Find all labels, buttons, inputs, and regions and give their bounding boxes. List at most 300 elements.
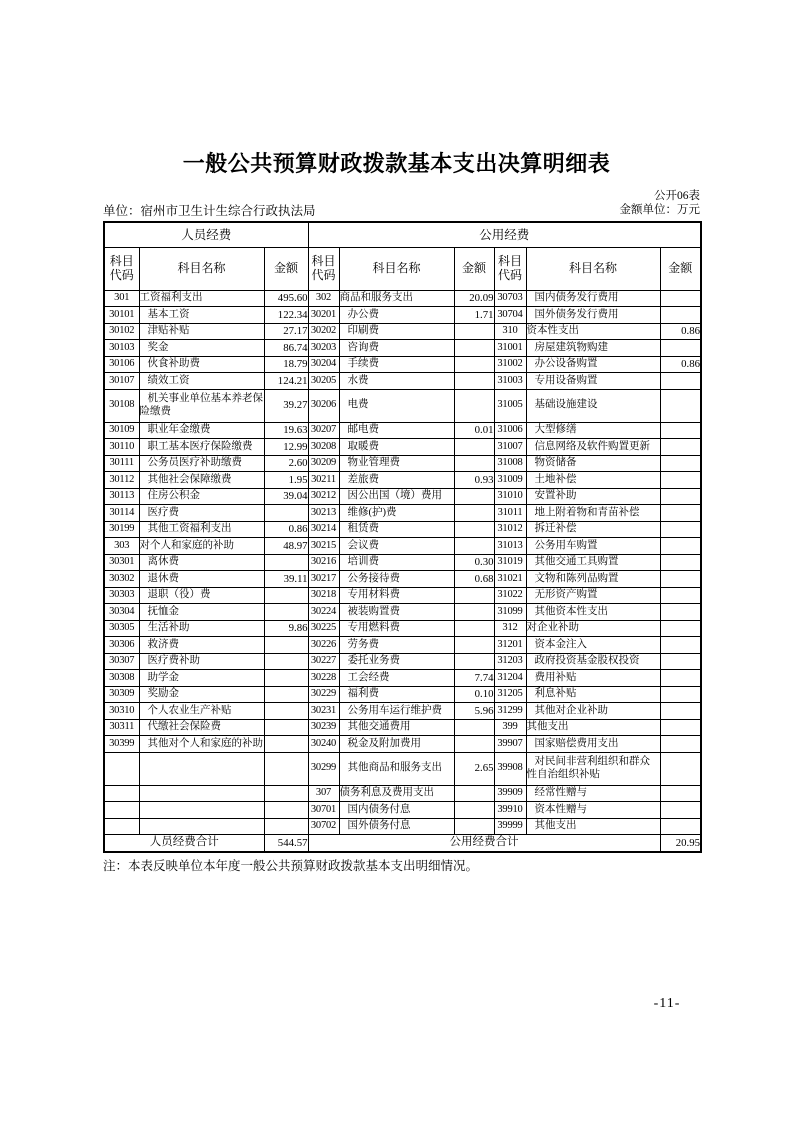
cell-subject-code: 30399 xyxy=(104,736,139,753)
cell-subject-name: 其他交通工具购置 xyxy=(526,554,660,571)
cell-amount xyxy=(264,785,308,802)
cell-subject-name: 税金及附加费用 xyxy=(339,736,454,753)
cell-amount xyxy=(454,389,494,422)
table-row xyxy=(104,670,701,687)
cell-subject-code: 31001 xyxy=(494,340,526,357)
cell-amount xyxy=(660,637,701,654)
cell-amount: 9.86 xyxy=(264,620,308,637)
cell-subject-code: 31005 xyxy=(494,389,526,422)
table-note: 注：本表反映单位本年度一般公共预算财政拨款基本支出明细情况。 xyxy=(103,859,479,873)
cell-subject-code: 307 xyxy=(308,785,339,802)
cell-amount xyxy=(264,554,308,571)
table-row xyxy=(104,422,701,439)
cell-subject-code: 31205 xyxy=(494,686,526,703)
cell-subject-code: 399 xyxy=(494,719,526,736)
cell-amount xyxy=(454,802,494,819)
cell-amount xyxy=(264,703,308,720)
column-header-name: 科目名称 xyxy=(139,247,264,290)
cell-subject-code: 30209 xyxy=(308,455,339,472)
cell-subject-name: 被装购置费 xyxy=(339,604,454,621)
cell-subject-name: 医疗费补助 xyxy=(139,653,264,670)
column-header-name: 科目名称 xyxy=(526,247,660,290)
cell-subject-code xyxy=(104,818,139,835)
cell-amount xyxy=(660,620,701,637)
cell-amount xyxy=(660,752,701,785)
cell-subject-code: 31019 xyxy=(494,554,526,571)
cell-subject-name: 大型修缮 xyxy=(526,422,660,439)
cell-subject-code: 30303 xyxy=(104,587,139,604)
table-row xyxy=(104,802,701,819)
cell-subject-code: 39910 xyxy=(494,802,526,819)
cell-subject-name: 其他对企业补助 xyxy=(526,703,660,720)
cell-subject-code: 30229 xyxy=(308,686,339,703)
cell-amount: 495.60 xyxy=(264,290,308,307)
table-row xyxy=(104,736,701,753)
cell-subject-name: 费用补贴 xyxy=(526,670,660,687)
table-row xyxy=(104,439,701,456)
column-header-code: 科目代码 xyxy=(308,247,339,290)
cell-subject-name: 奖金 xyxy=(139,340,264,357)
cell-subject-name: 退休费 xyxy=(139,571,264,588)
table-row xyxy=(104,587,701,604)
cell-subject-name: 专用设备购置 xyxy=(526,373,660,390)
cell-amount xyxy=(454,719,494,736)
cell-subject-code: 39908 xyxy=(494,752,526,785)
cell-subject-code: 30205 xyxy=(308,373,339,390)
column-header-code: 科目代码 xyxy=(494,247,526,290)
cell-subject-name: 咨询费 xyxy=(339,340,454,357)
cell-subject-code: 39909 xyxy=(494,785,526,802)
cell-subject-name: 拆迁补偿 xyxy=(526,521,660,538)
cell-amount: 2.65 xyxy=(454,752,494,785)
cell-subject-code: 30212 xyxy=(308,488,339,505)
cell-amount xyxy=(454,439,494,456)
cell-subject-name: 印刷费 xyxy=(339,323,454,340)
cell-subject-code: 310 xyxy=(494,323,526,340)
personnel-total-label: 人员经费合计 xyxy=(104,835,264,852)
cell-amount: 0.93 xyxy=(454,472,494,489)
cell-subject-code: 30106 xyxy=(104,356,139,373)
cell-subject-code: 30231 xyxy=(308,703,339,720)
cell-amount xyxy=(264,686,308,703)
cell-amount xyxy=(660,373,701,390)
table-column-header-row xyxy=(104,247,701,290)
cell-amount xyxy=(454,340,494,357)
cell-subject-name: 公务用车购置 xyxy=(526,538,660,555)
cell-amount: 0.86 xyxy=(264,521,308,538)
cell-amount xyxy=(454,373,494,390)
cell-amount xyxy=(454,620,494,637)
cell-amount xyxy=(660,538,701,555)
cell-subject-name: 邮电费 xyxy=(339,422,454,439)
cell-subject-name: 资本金注入 xyxy=(526,637,660,654)
cell-subject-code: 30208 xyxy=(308,439,339,456)
cell-subject-code: 30218 xyxy=(308,587,339,604)
cell-subject-name: 租赁费 xyxy=(339,521,454,538)
cell-subject-name: 经常性赠与 xyxy=(526,785,660,802)
table-row xyxy=(104,752,701,785)
cell-subject-code: 30199 xyxy=(104,521,139,538)
public-total-label: 公用经费合计 xyxy=(308,835,660,852)
cell-subject-code: 30101 xyxy=(104,307,139,324)
cell-subject-code: 30207 xyxy=(308,422,339,439)
personnel-total-amount: 544.57 xyxy=(264,835,308,852)
cell-subject-code: 30308 xyxy=(104,670,139,687)
cell-subject-name: 利息补贴 xyxy=(526,686,660,703)
cell-subject-code: 30206 xyxy=(308,389,339,422)
cell-subject-code: 31013 xyxy=(494,538,526,555)
cell-subject-code: 30306 xyxy=(104,637,139,654)
table-row xyxy=(104,340,701,357)
table-row xyxy=(104,290,701,307)
cell-amount xyxy=(454,785,494,802)
cell-subject-name: 对个人和家庭的补助 xyxy=(139,538,264,555)
table-row xyxy=(104,307,701,324)
cell-subject-name: 伙食补助费 xyxy=(139,356,264,373)
cell-subject-name: 其他支出 xyxy=(526,818,660,835)
cell-subject-code: 302 xyxy=(308,290,339,307)
cell-amount: 27.17 xyxy=(264,323,308,340)
cell-subject-name: 专用材料费 xyxy=(339,587,454,604)
cell-subject-name: 债务利息及费用支出 xyxy=(339,785,454,802)
cell-subject-name: 物业管理费 xyxy=(339,455,454,472)
cell-subject-code: 30111 xyxy=(104,455,139,472)
cell-subject-name xyxy=(139,802,264,819)
cell-subject-name: 公务用车运行维护费 xyxy=(339,703,454,720)
table-row xyxy=(104,703,701,720)
cell-subject-name: 文物和陈列品购置 xyxy=(526,571,660,588)
cell-subject-name: 办公设备购置 xyxy=(526,356,660,373)
cell-subject-code: 30299 xyxy=(308,752,339,785)
budget-table-container xyxy=(103,221,700,853)
cell-subject-name: 职工基本医疗保险缴费 xyxy=(139,439,264,456)
cell-subject-name: 绩效工资 xyxy=(139,373,264,390)
cell-subject-name: 资本性支出 xyxy=(526,323,660,340)
cell-amount xyxy=(660,505,701,522)
cell-subject-name: 差旅费 xyxy=(339,472,454,489)
table-row xyxy=(104,488,701,505)
cell-amount xyxy=(454,521,494,538)
cell-subject-name: 培训费 xyxy=(339,554,454,571)
group-header-personnel: 人员经费 xyxy=(104,222,308,247)
cell-amount xyxy=(264,802,308,819)
column-header-amount: 金额 xyxy=(264,247,308,290)
cell-amount: 0.68 xyxy=(454,571,494,588)
cell-subject-name: 委托业务费 xyxy=(339,653,454,670)
cell-subject-name: 基本工资 xyxy=(139,307,264,324)
cell-subject-code: 30108 xyxy=(104,389,139,422)
cell-subject-code: 30110 xyxy=(104,439,139,456)
table-row xyxy=(104,472,701,489)
cell-amount xyxy=(660,571,701,588)
cell-subject-code: 312 xyxy=(494,620,526,637)
cell-subject-code: 30301 xyxy=(104,554,139,571)
cell-amount xyxy=(454,538,494,555)
cell-amount: 122.34 xyxy=(264,307,308,324)
cell-amount xyxy=(264,604,308,621)
group-header-public: 公用经费 xyxy=(308,222,701,247)
cell-subject-code: 301 xyxy=(104,290,139,307)
table-row xyxy=(104,455,701,472)
cell-subject-name: 地上附着物和青苗补偿 xyxy=(526,505,660,522)
cell-subject-name: 安置补助 xyxy=(526,488,660,505)
cell-subject-name: 国家赔偿费用支出 xyxy=(526,736,660,753)
cell-amount xyxy=(454,323,494,340)
cell-subject-name: 国内债务发行费用 xyxy=(526,290,660,307)
cell-subject-code: 303 xyxy=(104,538,139,555)
cell-subject-name: 工资福利支出 xyxy=(139,290,264,307)
cell-amount xyxy=(660,472,701,489)
cell-amount: 0.86 xyxy=(660,356,701,373)
cell-subject-code: 31099 xyxy=(494,604,526,621)
cell-amount xyxy=(264,752,308,785)
cell-subject-code: 30239 xyxy=(308,719,339,736)
cell-subject-name: 公务员医疗补助缴费 xyxy=(139,455,264,472)
cell-amount xyxy=(660,703,701,720)
cell-subject-code: 30311 xyxy=(104,719,139,736)
cell-subject-name: 政府投资基金股权投资 xyxy=(526,653,660,670)
cell-amount xyxy=(264,653,308,670)
cell-subject-name: 生活补助 xyxy=(139,620,264,637)
cell-subject-name: 国外债务付息 xyxy=(339,818,454,835)
cell-subject-code: 30702 xyxy=(308,818,339,835)
cell-amount: 1.95 xyxy=(264,472,308,489)
cell-subject-name: 资本性赠与 xyxy=(526,802,660,819)
cell-subject-name: 基础设施建设 xyxy=(526,389,660,422)
cell-subject-name: 水费 xyxy=(339,373,454,390)
cell-amount xyxy=(264,505,308,522)
cell-subject-code: 30103 xyxy=(104,340,139,357)
meta-line xyxy=(103,201,700,219)
cell-subject-name: 无形资产购置 xyxy=(526,587,660,604)
cell-subject-code: 30216 xyxy=(308,554,339,571)
cell-subject-name: 其他商品和服务支出 xyxy=(339,752,454,785)
cell-amount xyxy=(454,505,494,522)
cell-subject-code: 31021 xyxy=(494,571,526,588)
cell-subject-code: 31201 xyxy=(494,637,526,654)
cell-subject-code: 30226 xyxy=(308,637,339,654)
cell-subject-code: 30213 xyxy=(308,505,339,522)
cell-amount xyxy=(660,736,701,753)
cell-amount: 18.79 xyxy=(264,356,308,373)
table-row xyxy=(104,637,701,654)
cell-subject-name: 办公费 xyxy=(339,307,454,324)
cell-subject-name: 专用燃料费 xyxy=(339,620,454,637)
cell-subject-name: 手续费 xyxy=(339,356,454,373)
cell-subject-name: 对企业补助 xyxy=(526,620,660,637)
cell-amount: 20.09 xyxy=(454,290,494,307)
cell-amount xyxy=(454,637,494,654)
column-header-amount: 金额 xyxy=(660,247,701,290)
form-number-label: 公开06表 xyxy=(654,190,700,202)
cell-amount: 48.97 xyxy=(264,538,308,555)
table-row xyxy=(104,505,701,522)
table-row xyxy=(104,571,701,588)
cell-amount: 19.63 xyxy=(264,422,308,439)
cell-amount: 0.01 xyxy=(454,422,494,439)
cell-subject-code: 31007 xyxy=(494,439,526,456)
cell-subject-code: 31204 xyxy=(494,670,526,687)
cell-amount xyxy=(660,389,701,422)
cell-subject-code: 30228 xyxy=(308,670,339,687)
cell-subject-code: 30215 xyxy=(308,538,339,555)
cell-amount xyxy=(454,587,494,604)
cell-amount: 39.04 xyxy=(264,488,308,505)
cell-amount xyxy=(264,736,308,753)
cell-subject-name: 公务接待费 xyxy=(339,571,454,588)
cell-amount xyxy=(660,455,701,472)
cell-subject-code: 30201 xyxy=(308,307,339,324)
cell-amount xyxy=(264,637,308,654)
cell-subject-code: 31203 xyxy=(494,653,526,670)
cell-amount xyxy=(660,785,701,802)
cell-subject-code: 30307 xyxy=(104,653,139,670)
cell-subject-name: 物资储备 xyxy=(526,455,660,472)
cell-subject-code: 30113 xyxy=(104,488,139,505)
table-row xyxy=(104,538,701,555)
cell-amount xyxy=(660,802,701,819)
cell-subject-name xyxy=(139,818,264,835)
cell-amount xyxy=(660,670,701,687)
cell-amount xyxy=(660,340,701,357)
cell-amount xyxy=(660,719,701,736)
table-row xyxy=(104,323,701,340)
cell-amount xyxy=(454,455,494,472)
cell-subject-name: 代缴社会保险费 xyxy=(139,719,264,736)
cell-subject-name: 其他资本性支出 xyxy=(526,604,660,621)
cell-subject-name: 劳务费 xyxy=(339,637,454,654)
cell-subject-name: 会议费 xyxy=(339,538,454,555)
cell-subject-name: 其他对个人和家庭的补助 xyxy=(139,736,264,753)
cell-amount: 86.74 xyxy=(264,340,308,357)
cell-subject-code: 30703 xyxy=(494,290,526,307)
cell-subject-name: 抚恤金 xyxy=(139,604,264,621)
cell-subject-code: 30109 xyxy=(104,422,139,439)
cell-amount xyxy=(660,554,701,571)
cell-amount xyxy=(660,439,701,456)
cell-subject-name xyxy=(139,785,264,802)
cell-amount xyxy=(660,587,701,604)
cell-subject-code: 30704 xyxy=(494,307,526,324)
cell-subject-code: 30217 xyxy=(308,571,339,588)
cell-amount: 2.60 xyxy=(264,455,308,472)
cell-subject-code: 30305 xyxy=(104,620,139,637)
cell-subject-name: 助学金 xyxy=(139,670,264,687)
cell-subject-code: 31002 xyxy=(494,356,526,373)
cell-amount xyxy=(264,719,308,736)
table-group-header-row xyxy=(104,222,701,247)
cell-subject-name: 奖励金 xyxy=(139,686,264,703)
cell-subject-name: 个人农业生产补贴 xyxy=(139,703,264,720)
cell-subject-code: 31022 xyxy=(494,587,526,604)
cell-subject-code: 30114 xyxy=(104,505,139,522)
cell-subject-code: 31010 xyxy=(494,488,526,505)
cell-subject-name: 其他工资福利支出 xyxy=(139,521,264,538)
table-row xyxy=(104,719,701,736)
cell-subject-name: 津贴补贴 xyxy=(139,323,264,340)
cell-subject-code: 30225 xyxy=(308,620,339,637)
table-row xyxy=(104,620,701,637)
cell-subject-code: 31299 xyxy=(494,703,526,720)
cell-amount: 12.99 xyxy=(264,439,308,456)
public-total-amount: 20.95 xyxy=(660,835,701,852)
cell-subject-code: 30204 xyxy=(308,356,339,373)
table-row xyxy=(104,686,701,703)
table-total-row xyxy=(104,835,701,852)
amount-unit-label: 金额单位：万元 xyxy=(619,204,700,216)
cell-subject-code: 30240 xyxy=(308,736,339,753)
cell-subject-code: 30211 xyxy=(308,472,339,489)
cell-subject-code: 30304 xyxy=(104,604,139,621)
cell-subject-name: 离休费 xyxy=(139,554,264,571)
cell-subject-name: 取暖费 xyxy=(339,439,454,456)
cell-amount xyxy=(660,422,701,439)
cell-subject-code: 30214 xyxy=(308,521,339,538)
cell-subject-name: 其他交通费用 xyxy=(339,719,454,736)
cell-subject-name: 机关事业单位基本养老保险缴费 xyxy=(139,389,264,422)
cell-subject-code: 39907 xyxy=(494,736,526,753)
cell-amount: 0.86 xyxy=(660,323,701,340)
unit-name-label: 单位：宿州市卫生计生综合行政执法局 xyxy=(103,204,316,218)
cell-subject-code xyxy=(104,785,139,802)
page-number: -11- xyxy=(653,996,681,1011)
cell-amount: 5.96 xyxy=(454,703,494,720)
cell-amount xyxy=(660,604,701,621)
cell-subject-code: 31011 xyxy=(494,505,526,522)
cell-subject-name: 救济费 xyxy=(139,637,264,654)
cell-subject-name: 电费 xyxy=(339,389,454,422)
cell-amount: 1.71 xyxy=(454,307,494,324)
cell-subject-code: 30203 xyxy=(308,340,339,357)
cell-amount xyxy=(264,587,308,604)
cell-subject-code: 30112 xyxy=(104,472,139,489)
table-row xyxy=(104,604,701,621)
cell-subject-code: 31012 xyxy=(494,521,526,538)
table-row xyxy=(104,389,701,422)
cell-subject-code: 30202 xyxy=(308,323,339,340)
cell-amount: 7.74 xyxy=(454,670,494,687)
cell-amount xyxy=(454,356,494,373)
cell-subject-name: 住房公积金 xyxy=(139,488,264,505)
cell-subject-code: 39999 xyxy=(494,818,526,835)
table-row xyxy=(104,653,701,670)
table-row xyxy=(104,785,701,802)
cell-amount xyxy=(454,488,494,505)
cell-subject-code: 30227 xyxy=(308,653,339,670)
cell-subject-name: 国内债务付息 xyxy=(339,802,454,819)
cell-subject-name: 房屋建筑物购建 xyxy=(526,340,660,357)
cell-amount: 39.11 xyxy=(264,571,308,588)
cell-amount: 0.10 xyxy=(454,686,494,703)
cell-subject-code: 30701 xyxy=(308,802,339,819)
column-header-code: 科目代码 xyxy=(104,247,139,290)
cell-amount xyxy=(454,653,494,670)
budget-table xyxy=(103,221,702,853)
cell-subject-name: 医疗费 xyxy=(139,505,264,522)
cell-subject-name: 因公出国（境）费用 xyxy=(339,488,454,505)
cell-amount xyxy=(660,521,701,538)
cell-amount xyxy=(660,488,701,505)
cell-subject-name: 维修(护)费 xyxy=(339,505,454,522)
cell-amount xyxy=(660,686,701,703)
cell-amount xyxy=(660,653,701,670)
cell-amount: 39.27 xyxy=(264,389,308,422)
cell-amount: 124.21 xyxy=(264,373,308,390)
cell-subject-name: 福利费 xyxy=(339,686,454,703)
cell-subject-code: 31009 xyxy=(494,472,526,489)
cell-amount xyxy=(454,818,494,835)
cell-subject-name: 商品和服务支出 xyxy=(339,290,454,307)
